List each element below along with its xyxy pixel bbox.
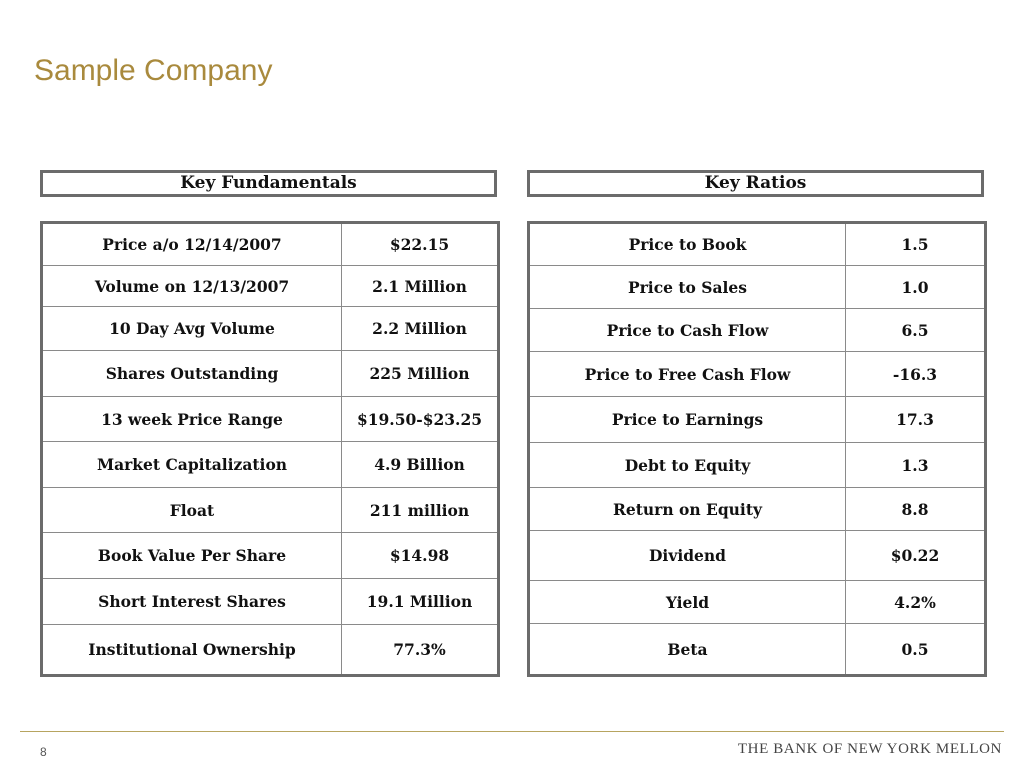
fundamental-value: 77.3% [342,625,499,676]
footer-divider [20,731,1004,732]
ratio-label: Debt to Equity [529,443,846,488]
fundamental-label: Short Interest Shares [42,579,342,625]
fundamental-label: Market Capitalization [42,442,342,488]
table-row [42,488,499,533]
brand-logo: THE BANK OF NEW YORK MELLON [737,741,1002,757]
table-row [42,442,499,488]
table-row [529,531,986,581]
ratio-label: Price to Book [529,223,846,266]
fundamental-label: Price a/o 12/14/2007 [42,223,342,266]
ratio-value: 0.5 [846,624,986,676]
fundamental-label: Book Value Per Share [42,533,342,579]
ratio-value: 6.5 [846,309,986,352]
page-number: 8 [40,745,47,759]
fundamental-value: 2.1 Million [342,266,499,307]
table-row [529,397,986,443]
table-row [529,309,986,352]
ratio-label: Return on Equity [529,488,846,531]
fundamental-value: 211 million [342,488,499,533]
table-row [42,533,499,579]
table-row [42,625,499,676]
fundamental-value: $14.98 [342,533,499,579]
table-row [42,579,499,625]
ratio-label: Dividend [529,531,846,581]
ratio-value: 17.3 [846,397,986,443]
ratio-label: Yield [529,581,846,624]
ratio-label: Price to Cash Flow [529,309,846,352]
ratio-value: 1.5 [846,223,986,266]
table-row [529,223,986,266]
ratio-value: 1.3 [846,443,986,488]
key-ratios-header: Key Ratios [527,170,984,197]
slide-title: Sample Company [34,54,273,87]
key-ratios-table [527,221,987,677]
key-fundamentals-header: Key Fundamentals [40,170,497,197]
table-row [42,351,499,397]
table-row [529,581,986,624]
key-fundamentals-table [40,221,500,677]
table-row [42,223,499,266]
table-row [42,266,499,307]
table-row [529,266,986,309]
fundamental-label: 10 Day Avg Volume [42,307,342,351]
ratio-label: Beta [529,624,846,676]
fundamental-label: Institutional Ownership [42,625,342,676]
fundamental-value: 2.2 Million [342,307,499,351]
fundamental-label: 13 week Price Range [42,397,342,442]
ratio-label: Price to Sales [529,266,846,309]
ratio-value: 4.2% [846,581,986,624]
ratio-value: 8.8 [846,488,986,531]
table-row [529,488,986,531]
fundamental-label: Shares Outstanding [42,351,342,397]
fundamental-value: 19.1 Million [342,579,499,625]
table-row [529,624,986,676]
ratio-label: Price to Free Cash Flow [529,352,846,397]
fundamental-value: 225 Million [342,351,499,397]
table-row [42,307,499,351]
table-row [42,397,499,442]
fundamental-label: Float [42,488,342,533]
fundamental-value: $22.15 [342,223,499,266]
fundamental-value: $19.50-$23.25 [342,397,499,442]
ratio-value: -16.3 [846,352,986,397]
ratio-label: Price to Earnings [529,397,846,443]
table-row [529,352,986,397]
ratio-value: $0.22 [846,531,986,581]
fundamental-label: Volume on 12/13/2007 [42,266,342,307]
table-row [529,443,986,488]
ratio-value: 1.0 [846,266,986,309]
fundamental-value: 4.9 Billion [342,442,499,488]
